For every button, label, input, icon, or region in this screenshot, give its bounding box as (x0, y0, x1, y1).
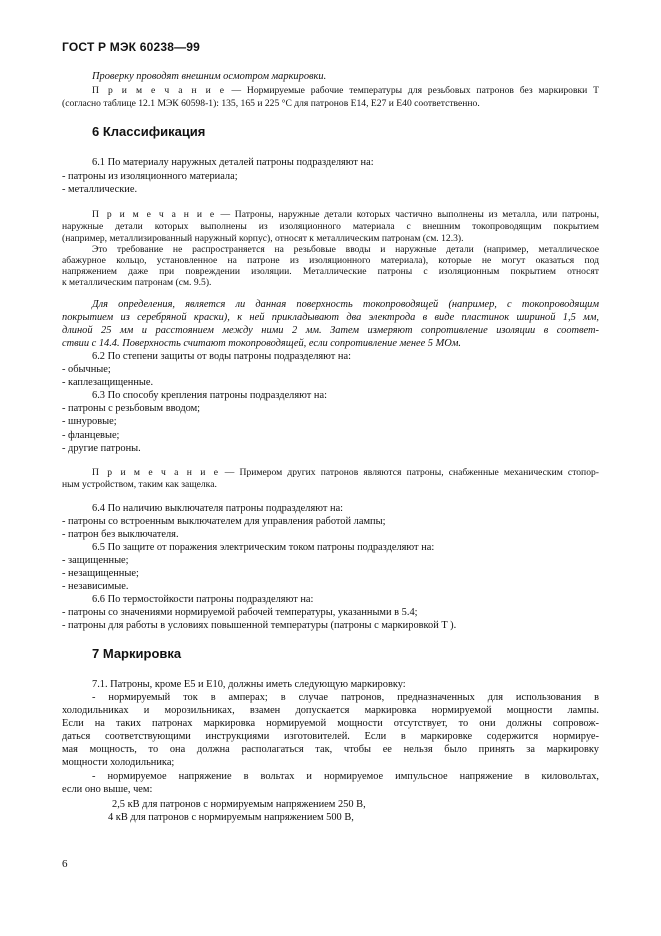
list-item: - металлические. (62, 184, 138, 195)
clause-6-3: 6.3 По способу крепления патроны подразделяют на: (92, 390, 327, 401)
note-1-line: наружные детали которых выполнены из изоляционного материала с внешним токопроводящим покрытием (62, 221, 599, 232)
intro-note-line (92, 84, 599, 97)
document-header: ГОСТ Р МЭК 60238—99 (62, 40, 201, 54)
note-text: — Патроны, наружные детали которых частично выполнены из металла, или патроны, (215, 209, 599, 220)
note-label: П р и м е ч а н и е (92, 209, 216, 220)
clause-6-6: 6.6 По термостойкости патроны подразделяют на: (92, 594, 314, 605)
clause-6-4: 6.4 По наличию выключателя патроны подразделяют на: (92, 503, 344, 514)
list-item: - патроны со значениями нормируемой рабочей температуры, указанными в 5.4; (62, 607, 418, 618)
italic-paragraph-line: ствии с 14.4. Поверхность считают токопроводящей, если сопротивление менее 5 МОм. (62, 338, 461, 349)
note-text: — Нормируемые рабочие температуры для резьбовых патронов без маркировки T (225, 85, 599, 96)
list-item: - патроны со встроенным выключателем для управления работой лампы; (62, 516, 386, 527)
italic-paragraph-line: покрытием из серебряной краски), к ней прикладывают два электрода в виде пластинок шириной 1,5 мм, (62, 312, 599, 323)
inspection-sentence: Проверку проводят внешним осмотром маркировки. (92, 71, 327, 82)
clause-6-1: 6.1 По материалу наружных деталей патроны подразделяют на: (92, 157, 374, 168)
bullet-1-line: - нормируемый ток в амперах; в случае патронов, предназначенных для использования в (92, 692, 599, 703)
list-item: - каплезащищенные. (62, 377, 154, 388)
clause-6-5: 6.5 По защите от поражения электрическим током патроны подразделяют на: (92, 542, 435, 553)
list-item: - независимые. (62, 581, 129, 592)
list-item: - патроны с резьбовым вводом; (62, 403, 201, 414)
intro-note-line: (согласно таблице 12.1 МЭК 60598-1): 135, 165 и 225 °C для патронов E14, E27 и E40 соответственно. (62, 98, 480, 109)
section-6-heading: 6 Классификация (92, 124, 206, 139)
note-label: П р и м е ч а н и е (92, 467, 220, 478)
bullet-1-line: мощности холодильника; (62, 757, 175, 768)
note-text: — Примером других патронов являются патроны, снабженные механическим стопор- (219, 467, 599, 478)
italic-paragraph-line: Для определения, является ли данная поверхность токопроводящей (например, с токопроводящим (92, 299, 599, 310)
bullet-2-line: если оно выше, чем: (62, 784, 153, 795)
note-1-line: к металлическим патронам (см. 9.5). (62, 277, 212, 288)
note-1-line: напряжением даже при повреждении изоляции. Металлические патроны с изоляционным покрытием относят (62, 266, 599, 277)
list-item: - обычные; (62, 364, 111, 375)
italic-paragraph-line: длиной 25 мм и расстоянием между ними 2 мм. Затем измеряют сопротивление изоляции в соответ- (62, 325, 599, 336)
list-item: - фланцевые; (62, 430, 120, 441)
clause-7-1: 7.1. Патроны, кроме E5 и E10, должны иметь следующую маркировку: (92, 679, 406, 690)
list-item: - другие патроны. (62, 443, 141, 454)
section-7-heading: 7 Маркировка (92, 646, 182, 661)
voltage-line: 4 кВ для патронов с нормируемым напряжением 500 В, (108, 812, 354, 823)
note-1-line: (например, металлизированный наружный корпус), относят к металлическим патронам (см. 12.3). (62, 233, 464, 244)
bullet-1-line: Если на таких патронах маркировка нормируемой мощности отсутствует, то они должны сопровож- (62, 718, 599, 729)
voltage-line: 2,5 кВ для патронов с нормируемым напряжением 250 В, (112, 799, 366, 810)
bullet-1-line: даться соответствующими инструкциями изготовителей. Если в маркировке содержится нормируе- (62, 731, 599, 742)
list-item: - патроны из изоляционного материала; (62, 171, 238, 182)
bullet-1-line: холодильниках и морозильниках, взамен допускается маркировка нормируемой мощности лампы. (62, 705, 599, 716)
list-item: - защищенные; (62, 555, 129, 566)
list-item: - патрон без выключателя. (62, 529, 179, 540)
page-number: 6 (62, 858, 68, 870)
note-1-line: абажурное кольцо, установленное на патроне из изоляционного материала), которые не могут оказаться под (62, 255, 599, 266)
list-item: - незащищенные; (62, 568, 139, 579)
note-label: П р и м е ч а н и е (92, 85, 226, 96)
note-2-line: ным устройством, таким как защелка. (62, 479, 217, 490)
bullet-2-line: - нормируемое напряжение в вольтах и нормируемое импульсное напряжение в киловольтах, (92, 771, 599, 782)
list-item: - патроны для работы в условиях повышенной температуры (патроны с маркировкой T ). (62, 620, 457, 631)
clause-6-2: 6.2 По степени защиты от воды патроны подразделяют на: (92, 351, 351, 362)
bullet-1-line: мая мощность, то она должна располагаться так, чтобы ее нельзя было принять за маркировку (62, 744, 599, 755)
list-item: - шнуровые; (62, 416, 117, 427)
note-1-line: Это требование не распространяется на резьбовые вводы и наружные детали (например, металлическое (92, 244, 599, 255)
